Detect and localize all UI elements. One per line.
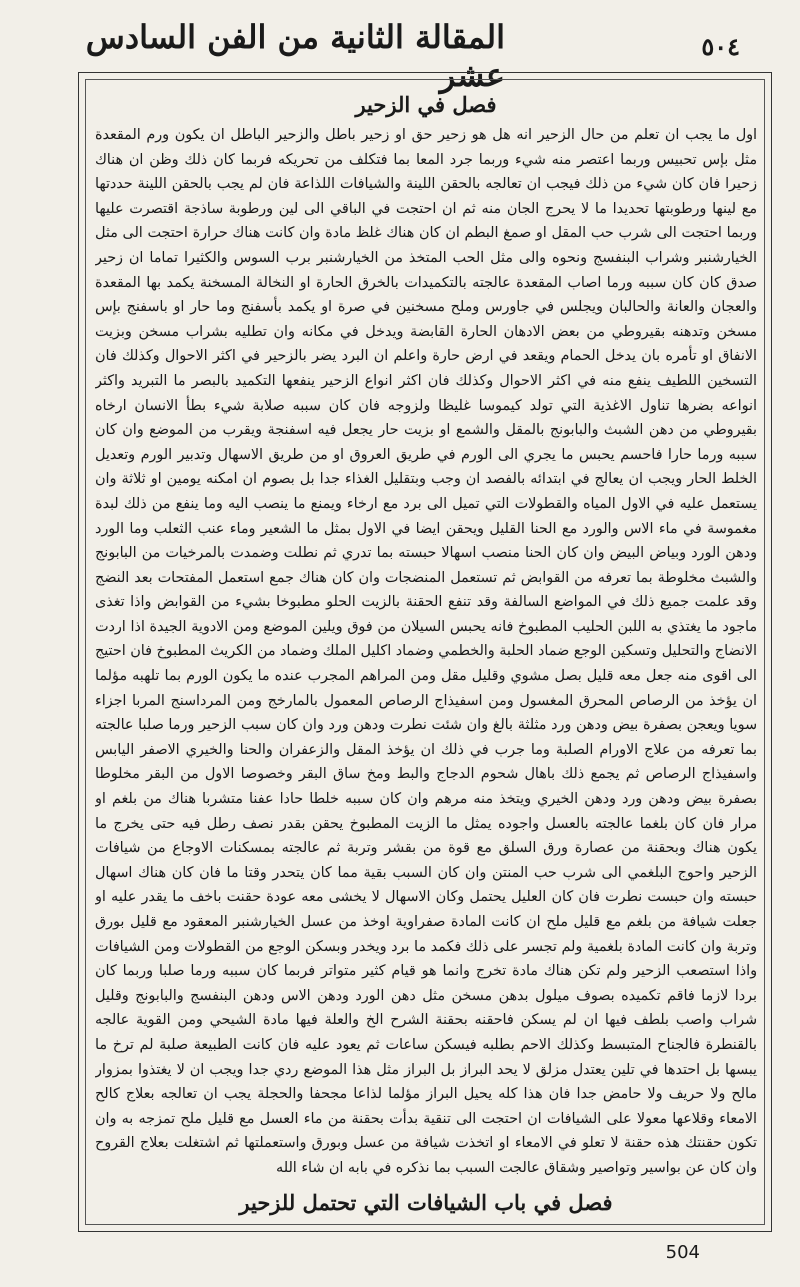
- section-heading: فصل في الزحير: [355, 92, 497, 117]
- running-title: المقالة الثانية من الفن السادس عشر: [85, 18, 505, 94]
- page-header: [80, 10, 740, 94]
- header-page-number: ٥٠٤: [701, 32, 740, 61]
- text-block: [95, 87, 757, 1221]
- section-body: اول ما يجب ان تعلم من حال الزحير انه هل هو زحير حق او زحير باطل والزحير الباطل ان يكون ورم المقعدة مثل بإس تحبيس وربما اعتصر منه شيء وربما جرد المعا بما فتكلف من تحريكه فربما كان ذلك وظن ان هناك زحيرا فان كان شيء من ذلك فيجب ان تعالجه بالحقن اللينة والشيافات اللذاعة فان لم يجب بالحقن اللينة حددتها مع لينها ورطوبتها تحديدا ما لا يحرج الجان منه ثم ان احتجت في الباقي الى لين ورطوبة ساذجة اقتصرت عليها وربما احتجت الى شرب حب المقل او صمغ البطم ان كان هناك غلظ مادة وان كانت هناك حرارة احتجت الى مثل الخيارشنبر وشراب البنفسج ونحوه والى مثل الحب المتخذ من الخيارشنبر برب السوس والكثيرا تماما ان زحير صدق كان كان سببه ورما اصاب المقعدة عالجته بالتكميدات بالخرق الحارة او النخالة المسخنة يكمد بها المقعدة والعجان والعانة والحالبان ويجلس في جاورس وملح مسخنين في صرة او يكمد بأسفنج وما حار او باسفنج بإس مسخن وتدهنه بقيروطي من بعض الادهان الحارة القابضة ويدخل في مكانه وان تطليه بشراب مسخن وبزيت الانفاق او تأمره بان يدخل الحمام ويقعد في ارض حارة واعلم ان البرد يضر بالزحير في اكثر الاحوال وكذلك فان التسخين اللطيف ينفع منه في اكثر الاحوال وكذلك فان اكثر انواع الزحير ينفعها التكميد بالبصر ما التبريد واكثر انواعه بضرها تناول الاغذية التي تولد كيموسا غليظا ولزوجه فان كان سببه صلابة شيء بطأ الانسان ارخاه بقيروطي من دهن الشبث والبابونج بالمقل والشمع او بزيت حار يجعل فيه اسفنجة ويقرب من الموضع وان كان سببه ورما حارا فاحسم يحبس ما يجري الى الورم في طريق العروق او من طريق الاسهال وتدبير الورم وتعديل الخلط الحار ويجب ان يعالج في ابتدائه بالفصد ان وجب وبتقليل الغذاء جدا بل بصوم ان امكنه يومين او ثلاثة وان يستعمل عليه في الاول المياه والقطولات التي تميل الى برد مع ارخاء ويمنع ما ينصب اليه وما ينفع من ذلك لبدة مغموسة في ماء الاس والورد مع الحنا القليل ويحقن ايضا في الاول بمثل ما الشعير وماء عنب الثعلب وما الورد ودهن الورد وبياض البيض وان كان الحنا منصب اسهالا حبسته بما تدري ثم نطلت وضمدت بالمرخيات من البابونج والشبث مخلوطة بما تعرفه من القوابض ثم تستعمل المنضجات وان كان هناك جمع استعمل المفتحات بعد النضج وقد علمت جميع ذلك في المواضع السالفة وقد تنفع الحقنة بالزيت الحلو مطبوخا بشيء من القوابض واذا تغذى ماجود ما يغتذي به اللبن الحليب المطبوخ فانه يحبس السيلان من فوق ويلين الموضع ومن الادوية الجيدة اذا اردت الانضاج والتحليل وتسكين الوجع ضماد الحلبة والخطمي وضماد اكليل الملك وضماد من الكريث المطبوخ فان احتيج الى اقوى منه جعل معه قليل بصل مشوي وقليل مقل ومن المراهم المجرب عنده ما يكون الورم بما تلهبه مؤلما ان يؤخذ من الرصاص المحرق المغسول ومن اسفيذاج الرصاص المعمول بالمارخج ومن المرداسنج المربا اجزاء سويا ويعجن بصفرة بيض ودهن ورد مثلثة بالغ وان شئت نطرت ودهن ورد وان كان سبب الزحير ورما صلبا عالجته بما تعرفه من علاج الاورام الصلبة وما جرب في ذلك ان يؤخذ المقل والزعفران والحنا والخيري الاصفر اليابس واسفيذاج الرصاص ثم يجمع ذلك باهال شحوم الدجاج والبط ومخ ساق البقر وخصوصا الاول من البقر مخلوطا بصفرة بيض ودهن ورد ودهن الخيري ويتخذ منه مرهم وان كان سببه خلطا حادا عفنا متشربا هناك من بلغم او مرار فان كان بلغما عالجته بالعسل واجوده يمثل ما الزيت المطبوخ يحقن بقدر نصف رطل فيه حتى يخرج ما يكون هناك وبحقنة من عصارة ورق السلق مع قوة من بقشر وتربة ثم عالجته بمسكنات الاوجاع من شيافات الزحير واحوج البلغمي الى شرب حب المنتن وان كان السبب بقية مما كان يتحدر وقتا ما فان كان هناك اسهال حبسته وان حبست نطرت فان كان العليل يحتمل وكان الاسهال لا يخشى معه عودة حقنت باخف ما يقدر عليه او جعلت شيافة من بلغم مع قليل ملح ان كانت المادة صفراوية اوخذ من عسل الخيارشنبر المعقود مع قليل بورق وتربة وان كانت المادة بلغمية ولم تجسر على ذلك فكمد ما برد ويخدر وبسكن الوجع من القطولات ومن الشيافات واذا استصعب الزحير ولم تكن هناك مادة تخرج وانما هو قيام كثير متواتر فربما كان سببه ورما صلبا وربما كان بردا لازما فاقم تكميده بصوف ميلول بدهن مسخن مثل دهن الورد ودهن الاس ودهن البنفسج والبابونج وقليل شراب واصب بلطف فيها ان لم يسكن فاحقنه بحقنة الشرح الخ والعلة فيها مادة الشيحي ومن القوية عالجه بالقنطرة فالجناح المتبسط وكذلك الاحم بطلبه فيسكن ساعات ثم يعود عليه فان كانت الطبيعة صلبة لم ترخ ما يبسها بل احتدها في تلين يعتدل مزلق لا يحد البراز بل البراز مثل هذا الموضع ردي جدا ويجب ان لا يغتذوا بمزوار مالح ولا حريف ولا حامض جدا فان هذا كله يحيل البراز مؤلما لذاعا مجحفا والحجلة يجب ان تعالجه بعلاج كالح الامعاء وقلاعها معولا على الشيافات ان احتجت الى تنقية بدأت بحقنة من ماء العسل مع قليل ملح تمزجه به وان تكون حقنتك هذه حقنة لا تعلو في الامعاء او اتخذت شيافة من عسل وبورق واستعملتها ثم اشتغلت بعلاج القروح وان كان عن بواسير وتواصير وشقاق عالجت السبب بما نذكره في بابه ان شاء الله: [95, 127, 757, 1176]
- text-frame: [78, 72, 772, 1232]
- footer-page-number: 504: [665, 1242, 700, 1263]
- section-heading: فصل في باب الشيافات التي تحتمل للزحير: [239, 1189, 613, 1215]
